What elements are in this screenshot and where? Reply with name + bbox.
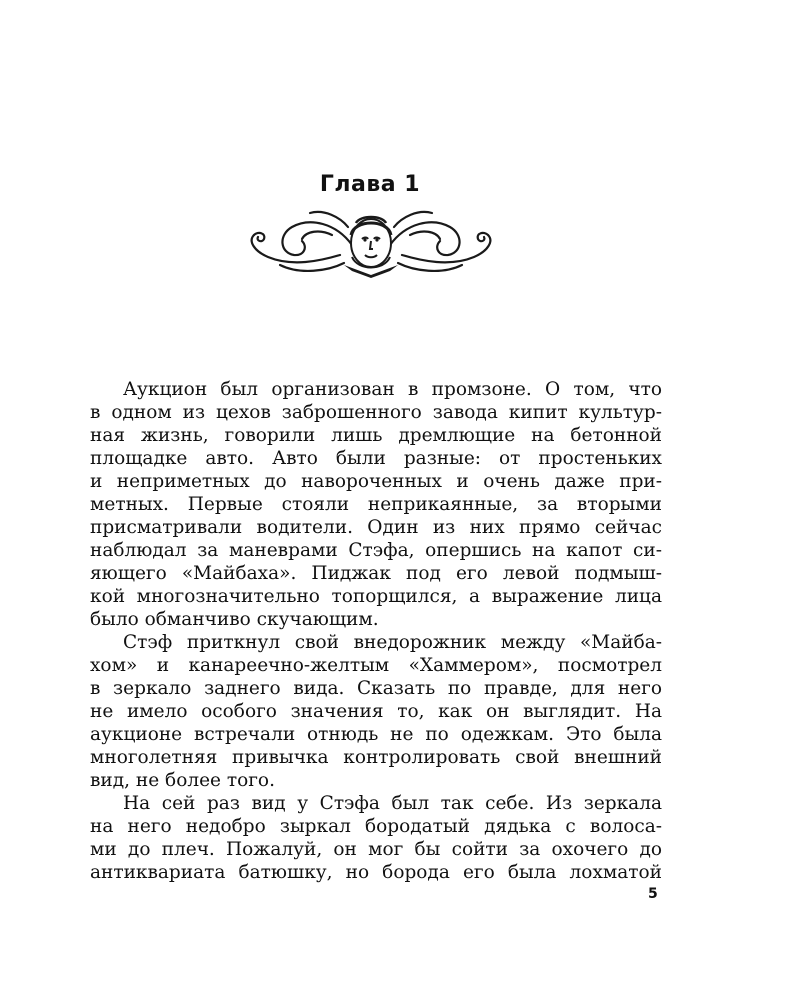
text-line: в одном из цехов заброшенного завода кипит культур-: [90, 402, 662, 423]
text-line: было обманчиво скучающим.: [90, 609, 379, 630]
text-line: метных. Первые стояли неприкаянные, за вторыми: [90, 494, 662, 515]
text-line: в зеркало заднего вида. Сказать по правде, для него: [90, 678, 662, 699]
text-line: наблюдал за маневрами Стэфа, опершись на капот си-: [90, 540, 662, 561]
text-line: На сей раз вид у Стэфа был так себе. Из зеркала: [123, 793, 662, 814]
text-line: и неприметных до навороченных и очень даже при-: [90, 471, 662, 492]
text-line: аукционе встречали отнюдь не по одежкам. Это была: [90, 724, 662, 745]
text-line: Стэф приткнул свой внедорожник между «Майба-: [123, 632, 662, 653]
cherub-ornament-icon: [240, 205, 502, 279]
text-line: не имело особого значения то, как он выглядит. На: [90, 701, 662, 722]
text-line: кой многозначительно топорщился, а выражение лица: [90, 586, 662, 607]
text-line: многолетняя привычка контролировать свой внешний: [90, 747, 662, 768]
text-line: Аукцион был организован в промзоне. О том, что: [123, 379, 662, 400]
text-line: антиквариата батюшку, но борода его была лохматой: [90, 862, 662, 883]
chapter-body-text: [90, 378, 662, 884]
text-line: площадке авто. Авто были разные: от простеньких: [90, 448, 662, 469]
text-line: хом» и канареечно-желтым «Хаммером», посмотрел: [90, 655, 662, 676]
text-line: на него недобро зыркал бородатый дядька с волоса-: [90, 816, 662, 837]
text-line: вид, не более того.: [90, 770, 275, 791]
text-line: ми до плеч. Пожалуй, он мог бы сойти за охочего до: [90, 839, 662, 860]
page-number: 5: [648, 886, 658, 902]
text-line: яющего «Майбаха». Пиджак под его левой подмыш-: [90, 563, 662, 584]
text-line: ная жизнь, говорили лишь дремлющие на бетонной: [90, 425, 662, 446]
text-line: присматривали водители. Один из них прямо сейчас: [90, 517, 662, 538]
chapter-title: Глава 1: [319, 172, 421, 197]
